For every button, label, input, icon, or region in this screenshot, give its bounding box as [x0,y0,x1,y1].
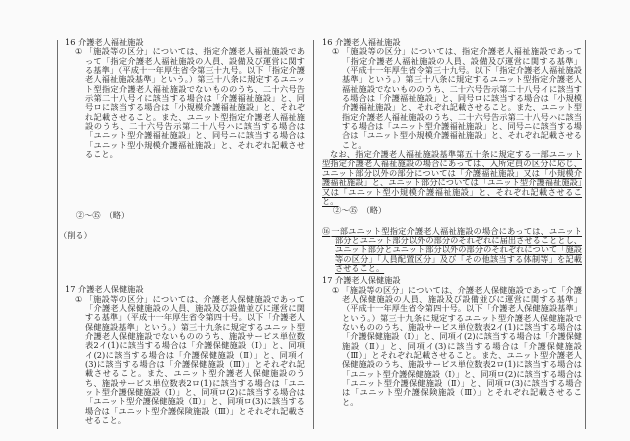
clause-text: 「施設等の区分」については、介護老人保健施設であって「介護老人保健施設の人員、施設及び設備並びに運営に関する基準」（平成十一年厚生省令第四十号。以下「介護老人保健施設基準」という。）第三十九条に規定するユニット型介護老人保健施設でないもののうち、施設サービス単位数表2イ(1)に該当する場合は「介護保健施設（Ⅰ）」と、同項イ(2)に該当する場合は「介護保健施設（Ⅱ）」と、同項イ(3)に該当する場合は「介護保健施設（Ⅲ）」とそれぞれ記載させること。また、ユニット型介護老人保健施設のうち、施設サービス単位数表2ロ(1)に該当する場合は「ユニット型介護保健施設（Ⅰ）」と、同項ロ(2)に該当する場合は「ユニット型介護保健施設（Ⅱ）」と、同項ロ(3)に該当する場合は「ユニット型介護保険施設（Ⅲ）」とそれぞれ記載させること。 [341,284,582,407]
clause-number-icon: ① [75,46,83,57]
section-title: 介護老人福祉施設 [78,37,144,47]
comparison-column-right [322,38,582,407]
section-title: 介護老人保健施設 [78,284,144,295]
deletion-marker: （削る） [59,229,92,240]
section-title: 介護老人保健施設 [335,275,401,286]
section-number: 16 [322,37,333,47]
comparison-column-left [59,37,306,425]
section-number: 17 [322,275,333,286]
column-divider-rule [313,40,314,429]
abbreviated-items-note: ②～⑮ （略） [76,210,130,221]
clause-text: 「施設等の区分」については、介護老人保健施設であって「介護老人保健施設の人員、施設及び設備並びに運営に関する基準」（平成十一年厚生省令第四十号。以下「介護老人保健施設基準」という。）第三十九条に規定するユニット型介護老人保健施設でないもののうち、施設サービス単位数表2イ(1)に該当する場合は「介護保健施設（Ⅰ）」と、同項イ(2)に該当する場合は「介護保健施設（Ⅱ）」と、同項イ(3)に該当する場合は「介護保健施設（Ⅲ）」とそれぞれ記載させること。また、ユニット型介護老人保健施設のうち、施設サービス単位数表2ロ(1)に該当する場合は「ユニット型介護保健施設（Ⅰ）」と、同項ロ(2)に該当する場合は「ユニット型介護保健施設（Ⅱ）」と、同項ロ(3)に該当する場合は「ユニット型介護保険施設（Ⅲ）」とそれぞれ記載させること。 [84,293,305,425]
section-title: 介護老人福祉施設 [335,37,401,47]
clause-item [65,295,305,426]
section-number: 17 [65,284,76,295]
inserted-paragraph: なお、指定介護老人福祉施設基準第五十条に規定する一部ユニット型指定介護老人福祉施設の場合にあっては、入所定員の区分に応じ、ユニット部分以外の部分については「介護福祉施設」又は「小規模介護福祉施設」と、ユニット部分については「ユニット型介護福祉施設」又は「ユニット型小規模介護福祉施設」と、それぞれ記載させること。 [322,149,582,206]
clause-text: 「施設等の区分」については、指定介護老人福祉施設であって「指定介護老人福祉施設の人員、設備及び運営に関する基準」（平成十一年厚生省令第三十九号。以下「指定介護老人福祉施設基準」という。）第三十八条に規定するユニット型指定介護老人福祉施設でないもののうち、二十六号告示第二十八号イに該当する場合は「介護福祉施設」と、同号ロに該当する場合は「小規模介護福祉施設」と、それぞれ記載させること。また、ユニット型指定介護老人福祉施設のうち、二十六号告示第二十八号ハに該当する場合は「ユニット型介護福祉施設」と、同号ニに該当する場合は「ユニット型小規模介護福祉施設」と、それぞれ記載させること。 [84,46,306,160]
clause-item [322,286,582,407]
abbreviated-items-note: ②～⑮ （略） [333,205,387,216]
clause-number-icon: ① [332,46,340,57]
clause-number-icon: ① [332,284,340,295]
clause-item [65,47,305,159]
right-column-rule [585,40,586,429]
left-column-rule [57,40,58,429]
clause-number-icon: ⑯ [322,225,331,236]
clause-text: 「施設等の区分」については、指定介護老人福祉施設であって「指定介護老人福祉施設の人員、設備及び運営に関する基準」（平成十一年厚生省令第三十九号。以下「指定介護老人福祉施設基準」という。）第三十八条に規定するユニット型指定介護老人福祉施設でないもののうち、二十六号告示第二十八号イに該当する場合は「介護福祉施設」と、同号ロに該当する場合は「小規模介護福祉施設」と、それぞれ記載させること。また、ユニット型指定介護老人福祉施設のうち、二十六号告示第二十八号ハに該当する場合は「ユニット型介護福祉施設」と、同号ニに該当する場合は「ユニット型小規模介護福祉施設」と、それぞれ記載させること。 [341,46,582,150]
clause-item [322,47,582,150]
section-number: 16 [65,37,76,47]
clause-number-icon: ① [75,293,83,304]
clause-text: 一部ユニット型指定介護老人福祉施設の場合にあっては、ユニット部分とユニット部分以外の部分のそれぞれに届出させることとし、ユニット部分とユニット部分以外の部分のそれぞれについて「施設等の区分」「人員配置区分」及び「その他該当する体制等」を記載させること。 [331,225,582,273]
clause-item [322,227,582,274]
